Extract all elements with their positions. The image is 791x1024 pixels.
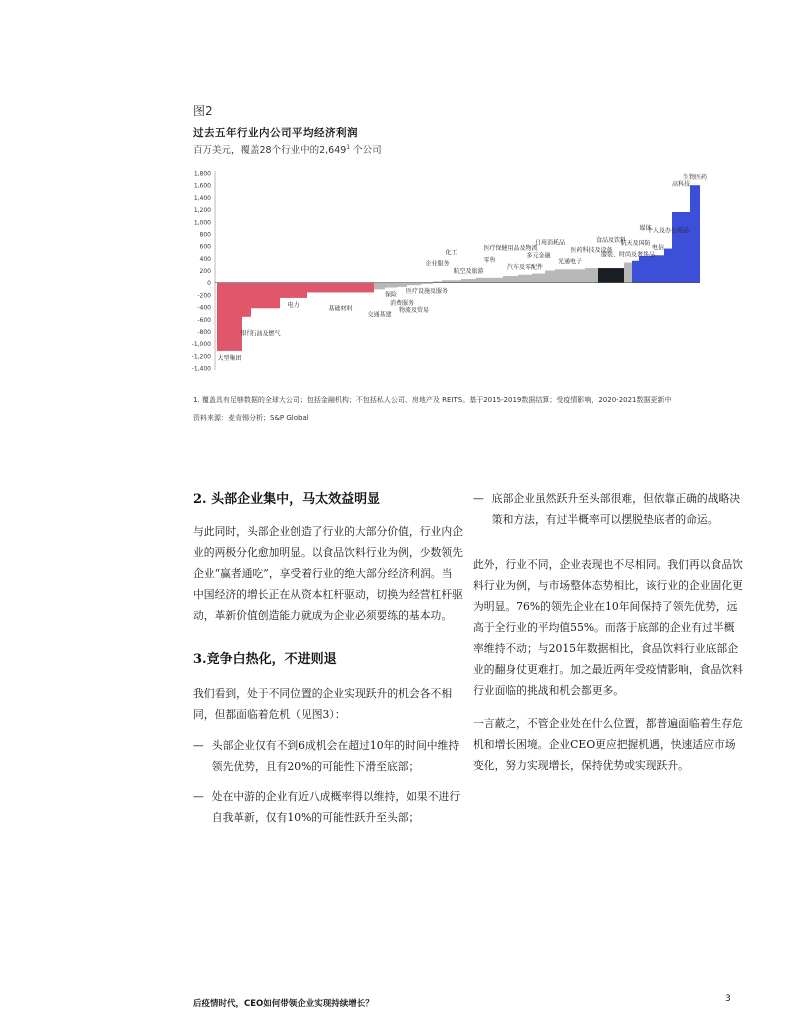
- figure-subtitle: [193, 142, 382, 156]
- category-label: 化工: [445, 249, 458, 257]
- category-label: 高科技: [671, 181, 691, 188]
- figure-source: 资料来源：麦肯锡分析；S&P Global: [193, 414, 309, 422]
- category-label: 石油及燃气: [250, 330, 281, 338]
- y-tick-label: -800: [197, 328, 211, 336]
- bar: [442, 280, 461, 282]
- y-tick-label: 0: [207, 280, 211, 288]
- bar: [503, 276, 518, 283]
- category-label: 航空及旅游: [453, 268, 484, 276]
- bar: [307, 283, 374, 293]
- category-label: 光通电子: [557, 258, 583, 266]
- y-tick-label: -1,200: [191, 353, 211, 361]
- bar: [585, 268, 598, 283]
- figure-footnote: 1. 覆盖具有足够数据的全球大公司；包括金融机构；不包括私人公司、房地产及 REITS。基于2015-2019数据结算；受疫情影响，2020-2021数据更新中: [193, 396, 672, 404]
- y-tick-label: 200: [199, 268, 211, 275]
- bullet-item: [193, 735, 468, 777]
- category-label: 银行: [240, 329, 253, 337]
- y-axis: [192, 171, 215, 373]
- bar: [672, 212, 690, 283]
- bullet-text: 头部企业仅有不到6成机会在超过10年的时间中维持领先优势，且有20%的可能性下滑至底部；: [211, 739, 460, 773]
- economic-profit-bar-chart: [185, 155, 745, 380]
- figure-title: 过去五年行业内公司平均经济利润: [193, 127, 358, 139]
- bar: [217, 283, 242, 351]
- y-tick-label: -1,400: [191, 365, 211, 373]
- bar: [532, 274, 545, 283]
- bar: [545, 271, 555, 283]
- figure-label: 图2: [193, 104, 213, 118]
- bar: [690, 185, 700, 283]
- bar: [652, 255, 664, 282]
- bar: [397, 283, 407, 287]
- category-label: 服装、时尚及奢侈品: [600, 251, 656, 259]
- y-tick-label: -400: [197, 304, 211, 312]
- bullet-item: [193, 786, 468, 828]
- bar: [632, 261, 639, 283]
- page-number: 3: [725, 994, 731, 1004]
- y-tick-label: 1,400: [193, 194, 211, 202]
- category-label: 基础材料: [328, 305, 353, 313]
- y-tick-label: -1,000: [191, 341, 211, 349]
- y-tick-label: 600: [199, 243, 211, 251]
- bullet-item: [473, 488, 743, 530]
- bar: [555, 269, 585, 282]
- y-tick-label: 1,600: [193, 182, 211, 190]
- y-tick-label: 1,200: [193, 207, 211, 215]
- category-label: 医疗保健用品及物流: [483, 244, 538, 252]
- category-label: 交通基建: [367, 311, 392, 319]
- section-3-heading: 3.竞争白热化，不进则退: [193, 652, 337, 667]
- category-label: 汽车及零配件: [506, 263, 544, 271]
- category-label: 电力: [287, 301, 300, 309]
- bar: [518, 275, 532, 283]
- bar: [251, 283, 280, 309]
- bullet-text: 处在中游的企业有近八成概率得以维持，如果不进行自我革新，仅有10%的可能性跃升至头部；: [211, 790, 461, 824]
- category-label: 食品及饮料: [595, 237, 627, 245]
- bar: [385, 283, 397, 288]
- category-label: 媒体: [639, 224, 652, 232]
- y-tick-label: 800: [199, 231, 211, 239]
- dash-marker: —: [193, 739, 204, 752]
- y-tick-label: 400: [199, 255, 211, 263]
- right-paragraph-2: 一言蔽之，不管企业处在什么位置，都普遍面临着生存危机和增长困境。企业CEO更应把握机遇，快速适应市场变化，努力实现增长，保持优势或实现跃升。: [473, 717, 743, 772]
- bar: [476, 278, 503, 283]
- dash-marker: —: [193, 790, 204, 803]
- footer-title: 后疫情时代，CEO如何带领企业实现持续增长？: [193, 999, 374, 1009]
- y-tick-label: -600: [197, 316, 211, 324]
- y-tick-label: 1,000: [193, 219, 211, 227]
- bar: [374, 283, 385, 290]
- bar: [407, 283, 421, 285]
- bar: [639, 256, 652, 283]
- category-label: 医疗设施及服务: [405, 287, 449, 295]
- dash-marker: —: [473, 492, 484, 505]
- bar: [664, 249, 672, 283]
- category-label: 日用消耗品: [534, 239, 566, 247]
- bar: [624, 263, 632, 283]
- category-label: 个人及办公用品: [646, 227, 690, 235]
- bar: [461, 279, 476, 283]
- category-label: 生物医药: [682, 174, 708, 182]
- category-label: 航天及国防: [620, 239, 651, 247]
- section-3-paragraph: 我们看到，处于不同位置的企业实现跃升的机会各不相同，但都面临着危机（见图3）：: [193, 687, 453, 721]
- section-2-paragraph: 与此同时，头部企业创造了行业的大部分价值，行业内企业的两极分化愈加明显。以食品饮料行业为例，少数领先企业“赢者通吃”，享受着行业的绝大部分经济利润。当中国经济的增长正在从资本杠杆驱动，切换为经营杠杆驱动，革新价值创造能力就成为企业必须要练的基本功。: [193, 525, 463, 622]
- bar: [242, 283, 251, 317]
- category-label: 多元金融: [526, 252, 551, 260]
- subtitle-footnote-mark: 1: [346, 143, 351, 151]
- subtitle-text: 百万美元，覆盖28个行业中的2,649: [193, 145, 347, 156]
- y-tick-label: -200: [197, 292, 211, 300]
- category-label: 企业服务: [425, 260, 450, 268]
- category-label: 大型集团: [217, 354, 242, 362]
- category-label: 保险: [384, 291, 398, 299]
- bar: [598, 268, 624, 283]
- right-paragraph-1: 此外，行业不同，企业表现也不尽相同。我们再以食品饮料行业为例，与市场整体态势相比，该行业的企业固化更为明显。76%的领先企业在10年间保持了领先优势，远高于全行业的平均值55%。而落于底部的企业有过半概率维持不动；与2015年数据相比，食品饮料行业底部企业的翻身仗更难打。加之最近两年受疫情影响，食品饮料行业面临的挑战和机会都更多。: [473, 558, 743, 697]
- category-label: 零售: [483, 256, 496, 264]
- bar: [280, 283, 307, 298]
- subtitle-suffix: 个公司: [350, 145, 382, 156]
- category-label: 消费服务: [389, 299, 415, 307]
- y-tick-label: 1,800: [193, 170, 211, 178]
- section-2-heading: 2. 头部企业集中，马太效益明显: [193, 492, 381, 507]
- category-label: 医药科技及设备: [570, 247, 613, 255]
- category-label: 电信: [651, 244, 665, 252]
- bullet-text: 底部企业虽然跃升至头部很难，但依靠正确的战略决策和方法，有过半概率可以摆脱垫底者的命运。: [491, 492, 741, 526]
- category-label: 物流及贸易: [398, 307, 430, 315]
